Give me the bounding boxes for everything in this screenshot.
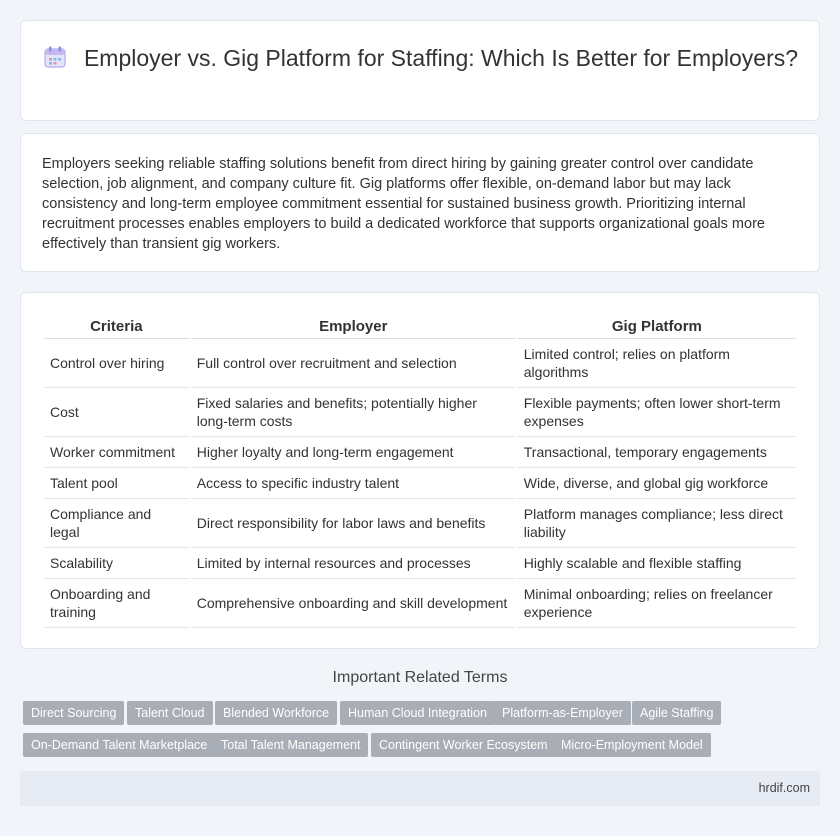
table-cell: Direct responsibility for labor laws and benefits — [191, 499, 516, 548]
table-cell: Talent pool — [44, 468, 189, 499]
table-cell: Control over hiring — [44, 339, 189, 388]
page-title: Employer vs. Gig Platform for Staffing: Which Is Better for Employers? — [83, 45, 799, 71]
table-cell: Comprehensive onboarding and skill development — [191, 579, 516, 628]
table-cell: Onboarding and training — [44, 579, 189, 628]
table-cell: Cost — [44, 388, 189, 437]
table-cell: Higher loyalty and long-term engagement — [191, 437, 516, 468]
tag-on-demand-talent-marketplace[interactable]: On-Demand Talent Marketplace — [23, 733, 215, 757]
header-criteria: Criteria — [44, 317, 189, 339]
comparison-table — [42, 317, 798, 628]
table-row — [44, 388, 796, 437]
table-cell: Platform manages compliance; less direct liability — [518, 499, 796, 548]
header-employer: Employer — [191, 317, 516, 339]
calendar-icon — [42, 44, 68, 70]
intro-card — [20, 133, 820, 272]
table-cell: Wide, diverse, and global gig workforce — [518, 468, 796, 499]
tag-agile-staffing[interactable]: Agile Staffing — [632, 701, 721, 725]
table-header-row — [44, 317, 796, 339]
tag-total-talent-management[interactable]: Total Talent Management — [213, 733, 368, 757]
table-cell: Worker commitment — [44, 437, 189, 468]
tag-contingent-worker-ecosystem[interactable]: Contingent Worker Ecosystem — [371, 733, 556, 757]
table-row — [44, 468, 796, 499]
tag-human-cloud-integration[interactable]: Human Cloud Integration — [340, 701, 495, 725]
table-cell: Full control over recruitment and selection — [191, 339, 516, 388]
footer-site-link[interactable]: hrdif.com — [758, 781, 810, 795]
tag-micro-employment-model[interactable]: Micro-Employment Model — [553, 733, 711, 757]
tag-talent-cloud[interactable]: Talent Cloud — [127, 701, 213, 725]
table-cell: Scalability — [44, 548, 189, 579]
related-terms-title: Important Related Terms — [332, 669, 508, 686]
title-card — [20, 20, 820, 121]
page-title-wrap — [21, 43, 819, 73]
header-gig-platform: Gig Platform — [518, 317, 796, 339]
intro-paragraph: Employers seeking reliable staffing solutions benefit from direct hiring by gaining greater control over candidate selection, job alignment, and company culture fit. Gig platforms offer flexible, on-demand labor but may lack consistency and long-term employee commitment essential for sustained business growth. Prioritizing internal recruitment processes enables employers to build a dedicated workforce that supports organizational goals more effectively than transient gig workers. — [42, 156, 765, 252]
table-row — [44, 437, 796, 468]
tag-platform-as-employer[interactable]: Platform-as-Employer — [494, 701, 631, 725]
table-row — [44, 579, 796, 628]
table-row — [44, 548, 796, 579]
comparison-card — [20, 292, 820, 649]
table-cell: Minimal onboarding; relies on freelancer experience — [518, 579, 796, 628]
table-cell: Flexible payments; often lower short-term expenses — [518, 388, 796, 437]
table-cell: Fixed salaries and benefits; potentially higher long-term costs — [191, 388, 516, 437]
tag-blended-workforce[interactable]: Blended Workforce — [215, 701, 337, 725]
table-cell: Access to specific industry talent — [191, 468, 516, 499]
footer — [20, 771, 820, 806]
table-cell: Highly scalable and flexible staffing — [518, 548, 796, 579]
table-row — [44, 499, 796, 548]
tag-direct-sourcing[interactable]: Direct Sourcing — [23, 701, 124, 725]
table-cell: Transactional, temporary engagements — [518, 437, 796, 468]
table-cell: Limited by internal resources and processes — [191, 548, 516, 579]
table-cell: Limited control; relies on platform algorithms — [518, 339, 796, 388]
table-row — [44, 339, 796, 388]
table-cell: Compliance and legal — [44, 499, 189, 548]
